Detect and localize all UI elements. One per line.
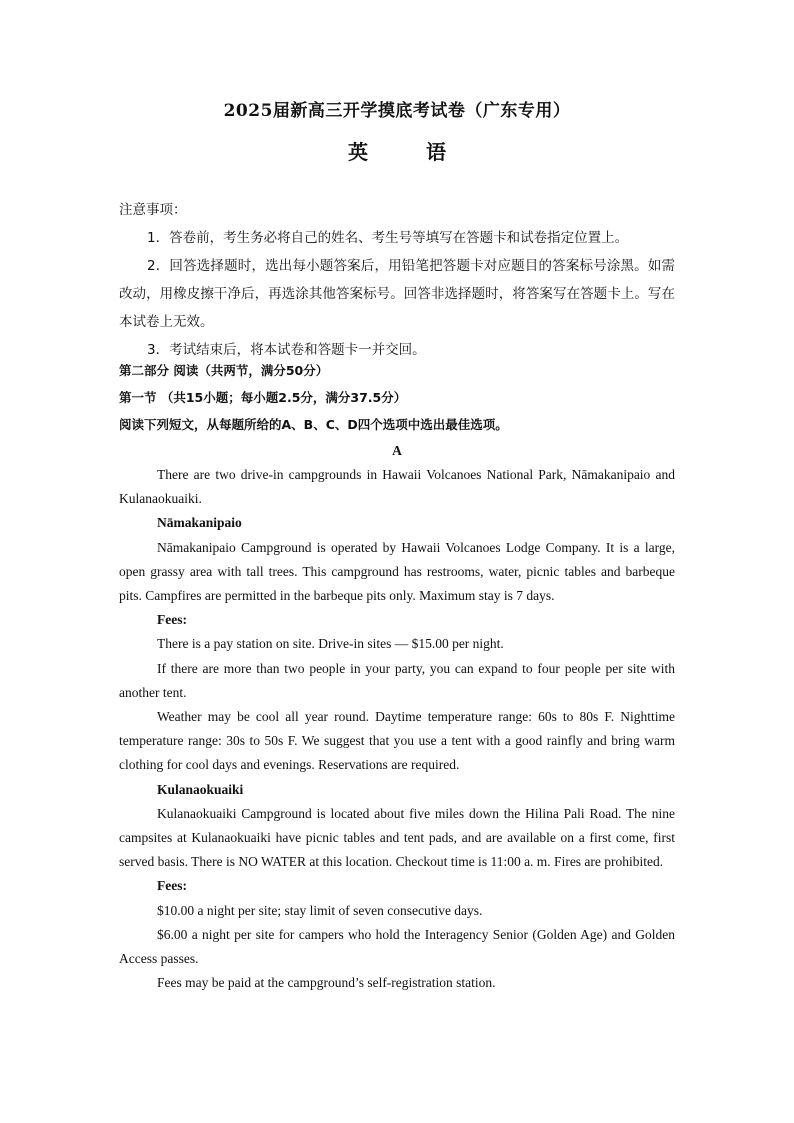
notice-item-2: 2．回答选择题时，选出每小题答案后，用铅笔把答题卡对应题目的答案标号涂黑。如需改动，用橡皮擦干净后，再选涂其他答案标号。回答非选择题时，将答案写在答题卡上。写在本试卷上无效。 (119, 258, 675, 330)
camp2-fees-heading: Fees: (157, 878, 187, 894)
camp2-heading: Kulanaokuaiki (157, 781, 244, 797)
camp1-description: Nāmakanipaio Campground is operated by Hawaii Volcanoes Lodge Company. It is a large, open grassy area with tall trees. This campground has restrooms, water, picnic tables and barbeque pits. Campfires are permitted in the barbeque pits only. Maximum stay is 7 days. (119, 539, 675, 604)
notice-section (119, 196, 675, 364)
camp1-heading: Nāmakanipaio (157, 515, 242, 531)
section-headings (119, 357, 675, 438)
instruction-text: 阅读下列短文，从每题所给的A、B、C、D四个选项中选出最佳选项。 (119, 417, 508, 432)
camp2-fee-1: $10.00 a night per site; stay limit of seven consecutive days. (157, 902, 483, 918)
camp2-description: Kulanaokuaiki Campground is located about five miles down the Hilina Pali Road. The nine campsites at Kulanaokuaiki have picnic tables and tent pads, and are available on a first come, first served basis. There is NO WATER at this location. Checkout time is 11:00 a. m. Fires are prohibited. (119, 805, 675, 870)
camp1-fee-2: If there are more than two people in your party, you can expand to four people per site with another tent. (119, 660, 675, 700)
notice-item-1: 1．答卷前，考生务必将自己的姓名、考生号等填写在答题卡和试卷指定位置上。 (147, 230, 629, 246)
passage-label: A (392, 443, 402, 458)
camp1-fees-heading: Fees: (157, 612, 187, 628)
notice-heading: 注意事项： (119, 202, 187, 218)
camp1-weather: Weather may be cool all year round. Daytime temperature range: 60s to 80s F. Nighttime temperature range: 30s to 50s F. We suggest that you use a tent with a good rainfly and bring warm clothing for cool days and evenings. Reservations are required. (119, 709, 675, 773)
passage-a (119, 439, 675, 995)
camp2-fee-3: Fees may be paid at the campground’s self-registration station. (157, 975, 496, 991)
passage-intro: There are two drive-in campgrounds in Hawaii Volcanoes National Park, Nāmakanipaio and Kulanaokuaiki. (119, 467, 675, 507)
subject-char-left: 英 (348, 140, 368, 164)
exam-title: 2025届新高三开学摸底考试卷（广东专用） (223, 101, 571, 121)
subsection-heading: 第一节 （共15小题；每小题2.5分，满分37.5分） (119, 390, 407, 405)
camp1-fee-1: There is a pay station on site. Drive-in sites — $15.00 per night. (157, 636, 504, 652)
camp2-fee-2: $6.00 a night per site for campers who hold the Interagency Senior (Golden Age) and Golden Access passes. (119, 926, 675, 967)
subject-title (0, 136, 794, 165)
part-heading: 第二部分 阅读（共两节，满分50分） (119, 363, 329, 378)
subject-char-right: 语 (426, 140, 446, 164)
notice-item-3: 3．考试结束后，将本试卷和答题卡一并交回。 (147, 342, 426, 358)
